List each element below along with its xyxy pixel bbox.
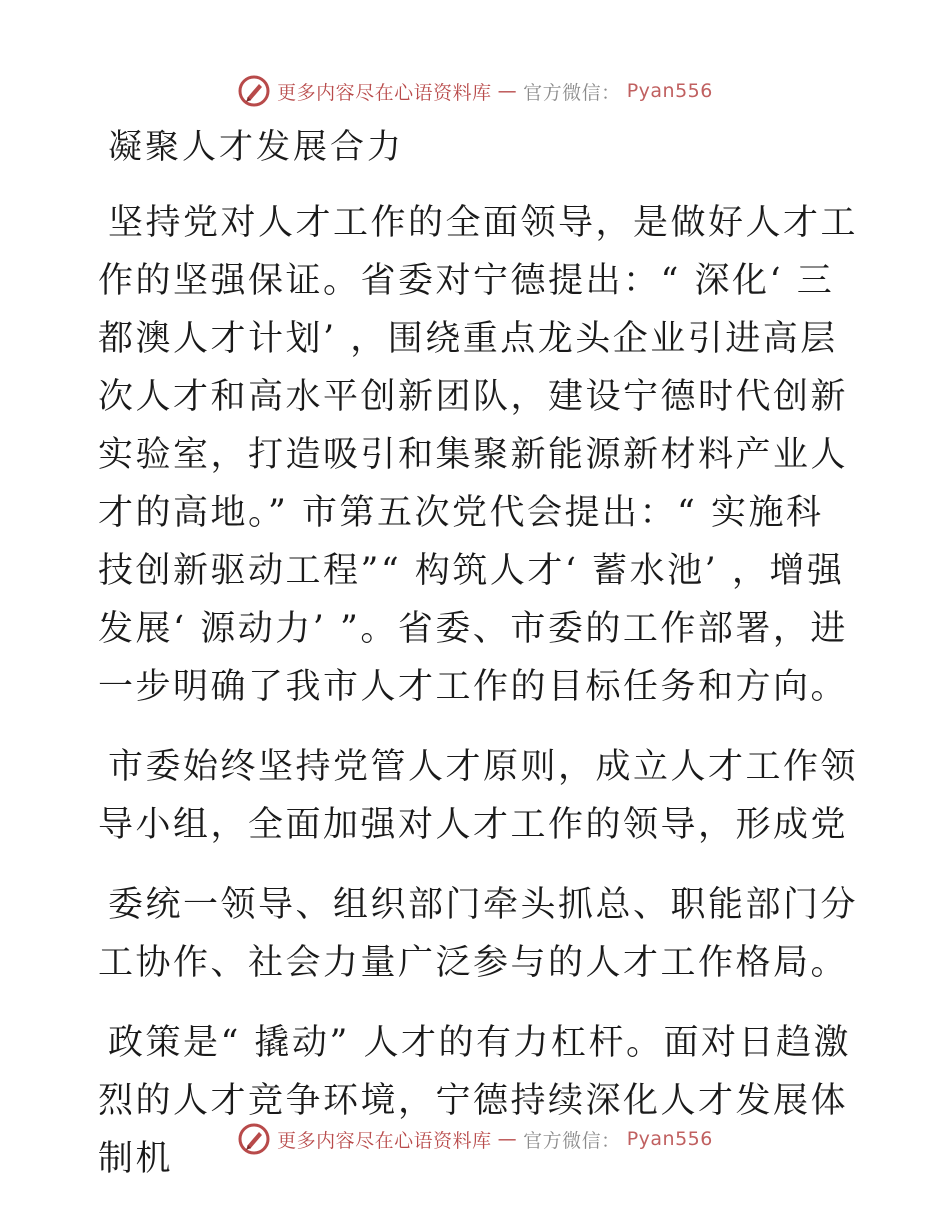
watermark-wechat-label: 官方微信： (523, 1129, 621, 1152)
footer-watermark (0, 1122, 950, 1156)
header-watermark (0, 74, 950, 108)
watermark-text: 更多内容尽在心语资料库 (277, 1129, 492, 1152)
watermark-wechat-label: 官方微信： (523, 81, 621, 104)
paragraph-3: 委统一领导、组织部门牵头抓总、职能部门分工协作、社会力量广泛参与的人才工作格局。 (98, 885, 859, 983)
watermark-text: 更多内容尽在心语资料库 (277, 81, 492, 104)
paragraph-4: 政策是“ 撬动” 人才的有力杠杆。面对日趋激烈的人才竞争环境，宁德持续深化人才发展体制机 (98, 1023, 852, 1179)
document-title: 凝聚人才发展合力 (108, 127, 404, 167)
watermark-separator: — (497, 80, 518, 102)
watermark-separator: — (497, 1128, 518, 1150)
paragraph-1: 坚持党对人才工作的全面领导，是做好人才工作的坚强保证。省委对宁德提出：“ 深化‘ 三都澳人才计划’ ，围绕重点龙头企业引进高层次人才和高水平创新团队，建设宁德时代创新实验室，打造吸引和集聚新能源新材料产业人才的高地。” 市第五次党代会提出：“ 实施科技创新驱动工程”“ 构筑人才‘ 蓄水池’ ，增强发展‘ 源动力’ ”。省委、市委的工作部署，进一步明确了我市人才工作的目标任务和方向。 (98, 203, 859, 707)
watermark-wechat-id: Pyan556 (626, 1128, 713, 1150)
watermark-wechat-id: Pyan556 (626, 80, 713, 102)
paragraph-2: 市委始终坚持党管人才原则，成立人才工作领导小组，全面加强对人才工作的领导，形成党 (98, 747, 859, 845)
pen-circle-logo-icon (237, 1122, 271, 1156)
pen-circle-logo-icon (237, 74, 271, 108)
document-body (98, 118, 858, 1188)
